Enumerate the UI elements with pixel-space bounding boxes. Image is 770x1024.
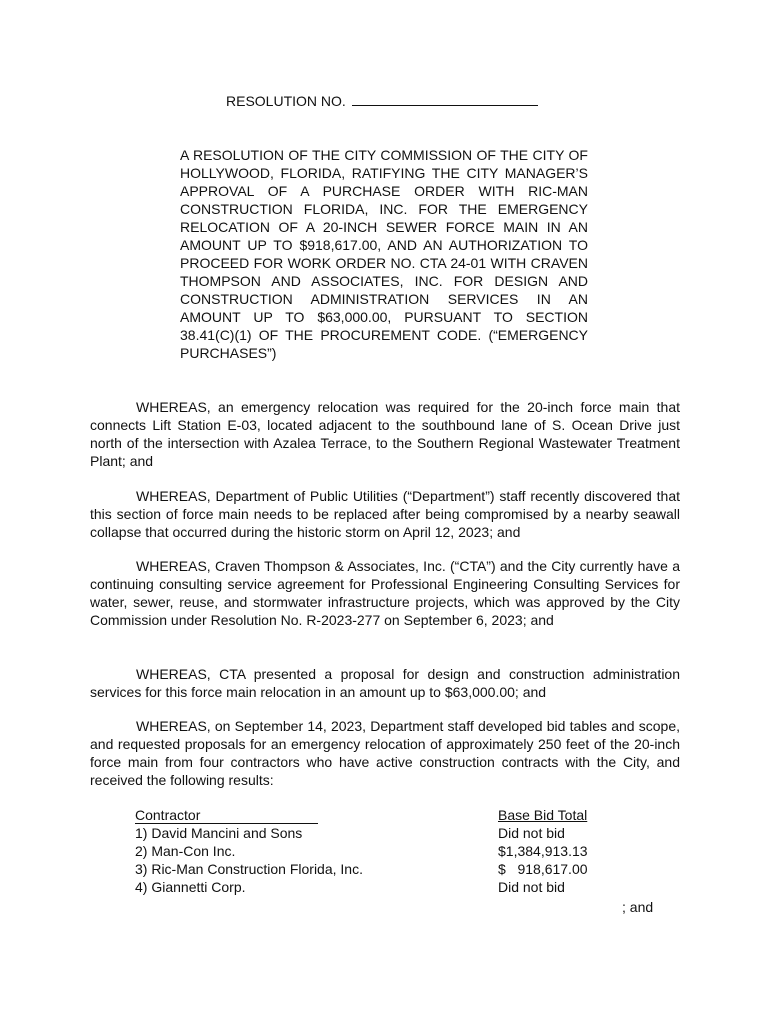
resolution-title: RESOLUTION NO. — [226, 93, 346, 109]
whereas-paragraph-3: WHEREAS, Craven Thompson & Associates, Inc. (“CTA”) and the City currently have a continuing consulting service agreement for Professional Engineering Consulting Services for water, sewer, reuse, and stormwater infrastructure projects, which was approved by the City Commission under Resolution No. R-2023-277 on September 6, 2023; and — [90, 558, 680, 628]
bid-amount: Did not bid — [498, 879, 565, 895]
bid-amount: $ 918,617.00 — [498, 861, 588, 877]
bid-row — [135, 860, 680, 878]
bid-row — [135, 842, 680, 860]
contractor-column-header: Contractor — [135, 807, 318, 824]
resolution-summary: A RESOLUTION OF THE CITY COMMISSION OF THE CITY OF HOLLYWOOD, FLORIDA, RATIFYING THE CITY MANAGER’S APPROVAL OF A PURCHASE ORDER WITH RIC-MAN CONSTRUCTION FLORIDA, INC. FOR THE EMERGENCY RELOCATION OF A 20-INCH SEWER FORCE MAIN IN AN AMOUNT UP TO $918,617.00, AND AN AUTHORIZATION TO PROCEED FOR WORK ORDER NO. CTA 24-01 WITH CRAVEN THOMPSON AND ASSOCIATES, INC. FOR DESIGN AND CONSTRUCTION ADMINISTRATION SERVICES IN AN AMOUNT UP TO $63,000.00, PURSUANT TO SECTION 38.41(C)(1) OF THE PROCUREMENT CODE. (“EMERGENCY PURCHASES”) — [180, 147, 588, 361]
bid-row — [135, 824, 680, 842]
whereas-paragraph-2: WHEREAS, Department of Public Utilities (“Department”) staff recently discovered that this section of force main needs to be replaced after being compromised by a nearby seawall collapse that occurred during the historic storm on April 12, 2023; and — [90, 488, 680, 540]
bid-contractor: 1) David Mancini and Sons — [135, 825, 303, 841]
base-bid-column-header: Base Bid Total — [498, 807, 588, 823]
whereas-paragraph-1: WHEREAS, an emergency relocation was required for the 20-inch force main that connects Lift Station E-03, located adjacent to the southbound lane of S. Ocean Drive just north of the intersection with Azalea Terrace, to the Southern Regional Wastewater Treatment Plant; and — [90, 399, 680, 469]
bid-row — [135, 878, 680, 896]
bid-amount: $1,384,913.13 — [498, 843, 588, 859]
bid-results-table — [135, 806, 680, 896]
bid-table-header — [135, 806, 680, 824]
whereas-paragraph-4: WHEREAS, CTA presented a proposal for design and construction administration services for this force main relocation in an amount up to $63,000.00; and — [90, 666, 680, 700]
bid-amount: Did not bid — [498, 825, 565, 841]
whereas-paragraph-5: WHEREAS, on September 14, 2023, Department staff developed bid tables and scope, and requested proposals for an emergency relocation of approximately 250 feet of the 20-inch force main from four contractors who have active construction contracts with the City, and received the following results: — [90, 718, 680, 788]
clause-trailer: ; and — [622, 899, 654, 915]
resolution-number-blank — [352, 92, 538, 106]
bid-contractor: 4) Giannetti Corp. — [135, 879, 246, 895]
resolution-number-line — [226, 92, 538, 110]
bid-contractor: 2) Man-Con Inc. — [135, 843, 236, 859]
bid-contractor: 3) Ric-Man Construction Florida, Inc. — [135, 861, 363, 877]
